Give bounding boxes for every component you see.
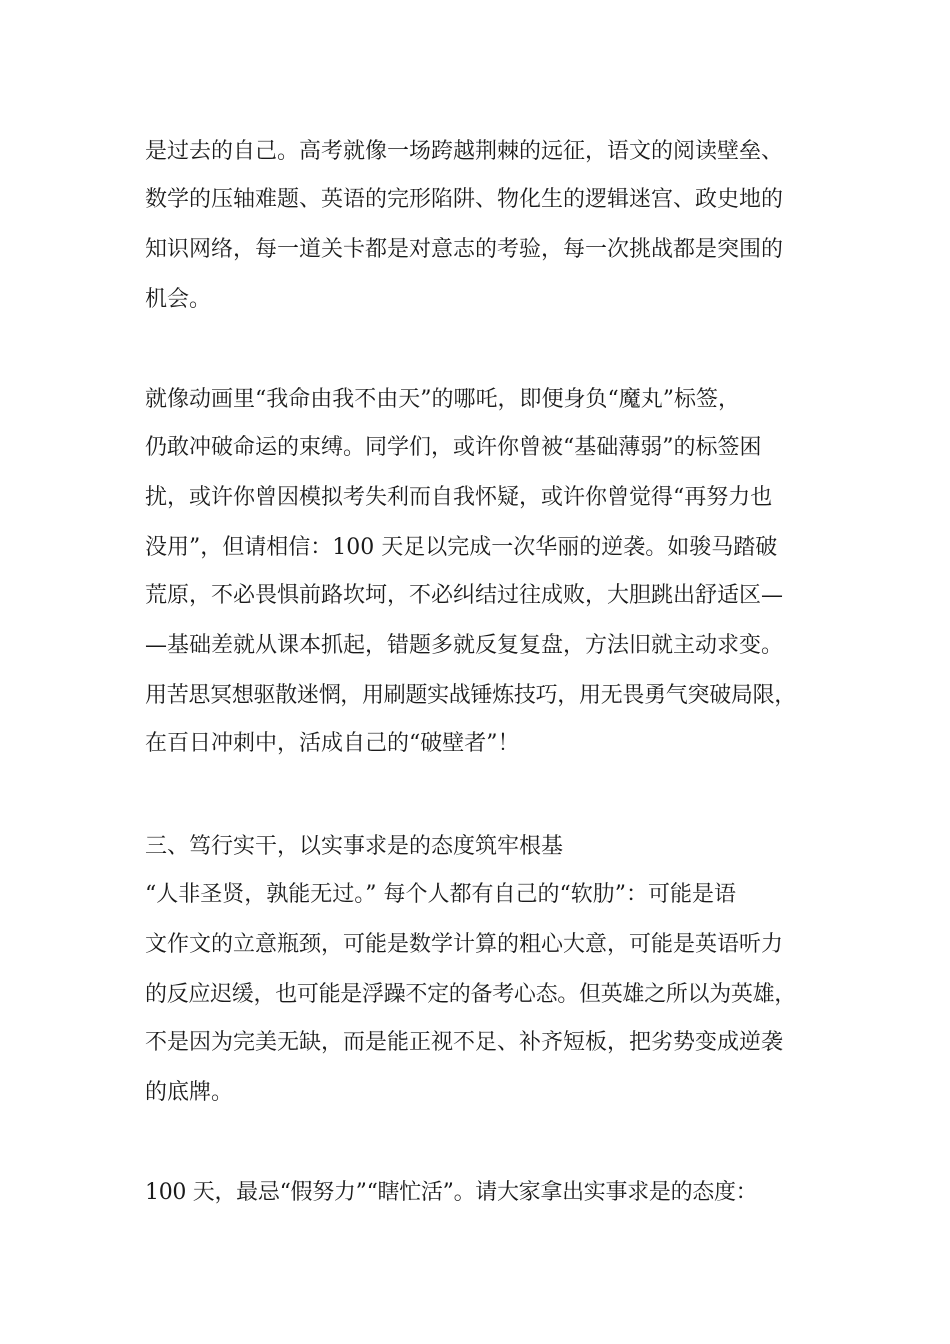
paragraph-3-line-4: 不是因为完美无缺，而是能正视不足、补齐短板，把劣势变成逆袭 [145,1030,784,1055]
paragraph-3-line-2: 文作文的立意瓶颈，可能是数学计算的粗心大意，可能是英语听力 [145,932,784,957]
paragraph-3-line-5: 的底牌。 [145,1080,234,1105]
paragraph-2-line-8: 在百日冲刺中，活成自己的“破壁者”！ [145,731,520,756]
paragraph-4-line-1: 100 天，最忌“假努力”“瞎忙活”。请大家拿出实事求是的态度： [145,1180,758,1205]
paragraph-1-line-2: 数学的压轴难题、英语的完形陷阱、物化生的逻辑迷宫、政史地的 [145,187,784,212]
paragraph-2-line-1: 就像动画里“我命由我不由天”的哪吒，即便身负“魔丸”标签， [145,387,740,412]
paragraph-3-line-1: “人非圣贤，孰能无过。” 每个人都有自己的“软肋”：可能是语 [145,882,736,907]
section-heading-3: 三、笃行实干，以实事求是的态度筑牢根基 [145,834,564,859]
paragraph-2-line-4: 没用”，但请相信：100 天足以完成一次华丽的逆袭。如骏马踏破 [145,535,778,560]
paragraph-1-line-3: 知识网络，每一道关卡都是对意志的考验，每一次挑战都是突围的 [145,237,784,262]
paragraph-3-line-3: 的反应迟缓，也可能是浮躁不定的备考心态。但英雄之所以为英雄， [145,982,797,1007]
paragraph-2-line-2: 仍敢冲破命运的束缚。同学们，或许你曾被“基础薄弱”的标签困 [145,435,762,460]
paragraph-2-line-5: 荒原，不必畏惧前路坎坷，不必纠结过往成败，大胆跳出舒适区— [145,583,784,608]
paragraph-1-line-1: 是过去的自己。高考就像一场跨越荆棘的远征，语文的阅读壁垒、 [145,139,784,164]
paragraph-2-line-7: 用苦思冥想驱散迷惘，用刷题实战锤炼技巧，用无畏勇气突破局限， [145,683,797,708]
paragraph-2-line-6: —基础差就从课本抓起，错题多就反复复盘，方法旧就主动求变。 [145,633,784,658]
paragraph-1-line-4: 机会。 [145,287,212,312]
paragraph-2-line-3: 扰，或许你曾因模拟考失利而自我怀疑，或许你曾觉得“再努力也 [145,485,773,510]
